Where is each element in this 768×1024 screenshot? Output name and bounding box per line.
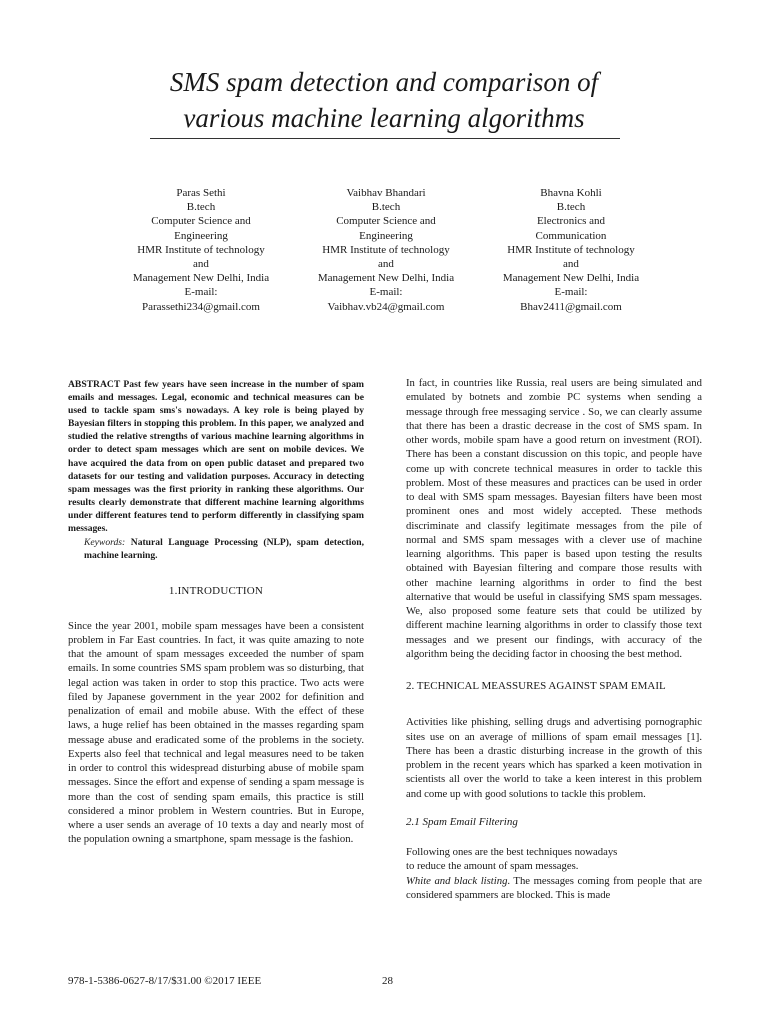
introduction-continued: In fact, in countries like Russia, real users are being simulated and emulated by botnets and zombie PC systems when sending a message through free messaging service . So, we can clearly assume that there has been a drastic decrease in the cost of SMS spam. In other words, mobile spam have a good return on investment (ROI). There has been a constant discussion on this topic, and people have come up with concrete technical measures in order to tackle this problem. Most of these measures and practices can be used in order to deal with SMS spam messages. Bayesian filters have been most prominent ones and most widely accepted. These methods discriminate and classify legitimate messages from the pile of normal and SMS spam messages with a clever use of machine learning algorithms. This paper is based upon testing the results obtained with Bayesian filtering and compare those results with other machine learning algorithms in order to find the best alternative that would be useful in classifying SMS spam messages. We, also proposed some feature sets that could be utilized by different machine learning algorithms in order to classify those text messages and we present our findings, with accuracy of the algorithm being the deciding factor in choosing the best method. [406, 377, 702, 660]
author-email-label: E-mail: [184, 286, 218, 299]
author-institute: HMR Institute of technology [322, 243, 450, 256]
filtering-intro-line-1: Following ones are the best techniques nowadays [406, 846, 618, 858]
right-column [406, 376, 702, 902]
author-dept: Electronics and [536, 215, 606, 228]
author-degree: B.tech [371, 201, 401, 214]
author-email: Bhav2411@gmail.com [520, 300, 622, 313]
footer-isbn: 978-1-5386-0627-8/17/$31.00 ©2017 IEEE [68, 975, 262, 987]
subsection-heading-spam-filtering: 2.1 Spam Email Filtering [406, 815, 518, 828]
author-name: Vaibhav Bhandari [346, 187, 426, 199]
keywords [68, 536, 364, 562]
author-institute: and [563, 258, 579, 271]
author-name: Bhavna Kohli [540, 187, 602, 199]
introduction-body: Since the year 2001, mobile spam messages have been a consistent problem in Far East countries. In fact, it was quite amazing to note that the amount of spam messages exceeded the number of spam emails. In some countries SMS spam problem was so disturbing, that legal action was taken in order to stop this practice. Two acts were filed by Japanese government in the year 2002 for definition and penalization of email and mobile abuse. With the effect of these laws, a huge relief has been obtained in the masses regarding spam message abuse and eradicated some of the problems in the society. Experts also feel that technical and legal measures need to be taken in order to control this widespread disturbing abuse of mobile spam messages. Since the effort and expense of sending a spam message is more than the cost of sending spam emails, this practice is still considered a minor problem in Western countries. But in Europe, where a user sends an average of 10 texts a day and nearly most of the population owning a smartphone, spam message is the fashion. [68, 619, 364, 846]
section-heading-introduction: 1.INTRODUCTION [168, 585, 264, 598]
keywords-text: Natural Language Processing (NLP), spam detection, machine learning. [84, 537, 364, 562]
author-dept: Computer Science and [336, 215, 436, 228]
author-institute: Management New Delhi, India [502, 272, 640, 285]
page-number: 28 [382, 975, 393, 987]
author-degree: B.tech [556, 201, 586, 214]
author-3 [486, 186, 656, 314]
author-name: Paras Sethi [176, 187, 226, 199]
left-column [68, 378, 364, 847]
author-email: Parassethi234@gmail.com [142, 300, 260, 313]
author-institute: and [378, 258, 394, 271]
author-institute: Management New Delhi, India [317, 272, 455, 285]
title-line-1: SMS spam detection and comparison of [169, 67, 599, 97]
author-1 [116, 186, 286, 314]
author-degree: B.tech [186, 201, 216, 214]
section-heading-technical-measures: 2. TECHNICAL MEASSURES AGAINST SPAM EMAIL [406, 680, 666, 692]
title-divider [150, 138, 620, 139]
author-institute: and [193, 258, 209, 271]
technical-measures-body: Activities like phishing, selling drugs and advertising pornographic sites use on an average of millions of spam email messages [1]. There has been a drastic disturbing increase in the growth of this problem in the recent years which has sparked a keen motivation in scientists all over the world to take a keen interest in this problem and come up with good solutions to tackle this problem. [406, 716, 702, 800]
author-dept: Communication [535, 229, 607, 242]
author-email-label: E-mail: [554, 286, 588, 299]
filtering-intro-line-2: to reduce the amount of spam messages. [406, 860, 579, 873]
author-dept: Engineering [359, 229, 413, 242]
white-black-listing-text: . The messages coming from people that are considered spammers are blocked. This is made [406, 874, 702, 901]
white-black-listing [406, 874, 702, 903]
author-institute: Management New Delhi, India [132, 272, 270, 285]
author-dept: Engineering [174, 229, 228, 242]
filtering-intro [406, 845, 702, 874]
author-institute: HMR Institute of technology [507, 243, 635, 256]
abstract: ABSTRACT Past few years have seen increase in the number of spam emails and messages. Legal, economic and technical measures can be used to tackle spam sms's nowadays. A key role is being played by Bayesian filters in stopping this problem. In this paper, we analyzed and studied the relative strengths of various machine learning algorithms in order to detect spam messages which are sent on mobile devices. We have acquired the data from on open public dataset and prepared two datasets for our testing and validation purposes. Accuracy in detecting spam messages was the first priority in ranking these algorithms. Our results clearly demonstrate that different machine learning algorithms under different features tend to perform differently in classifying spam messages. [68, 379, 364, 535]
author-block [116, 186, 656, 314]
author-institute: HMR Institute of technology [137, 243, 265, 256]
author-2 [301, 186, 471, 314]
author-email-label: E-mail: [369, 286, 403, 299]
author-email: Vaibhav.vb24@gmail.com [327, 300, 445, 313]
paper-title [60, 64, 708, 136]
title-line-2: various machine learning algorithms [183, 103, 585, 133]
author-dept: Computer Science and [151, 215, 251, 228]
keywords-label: Keywords: [84, 537, 126, 549]
white-black-listing-term: White and black listing [406, 874, 508, 887]
